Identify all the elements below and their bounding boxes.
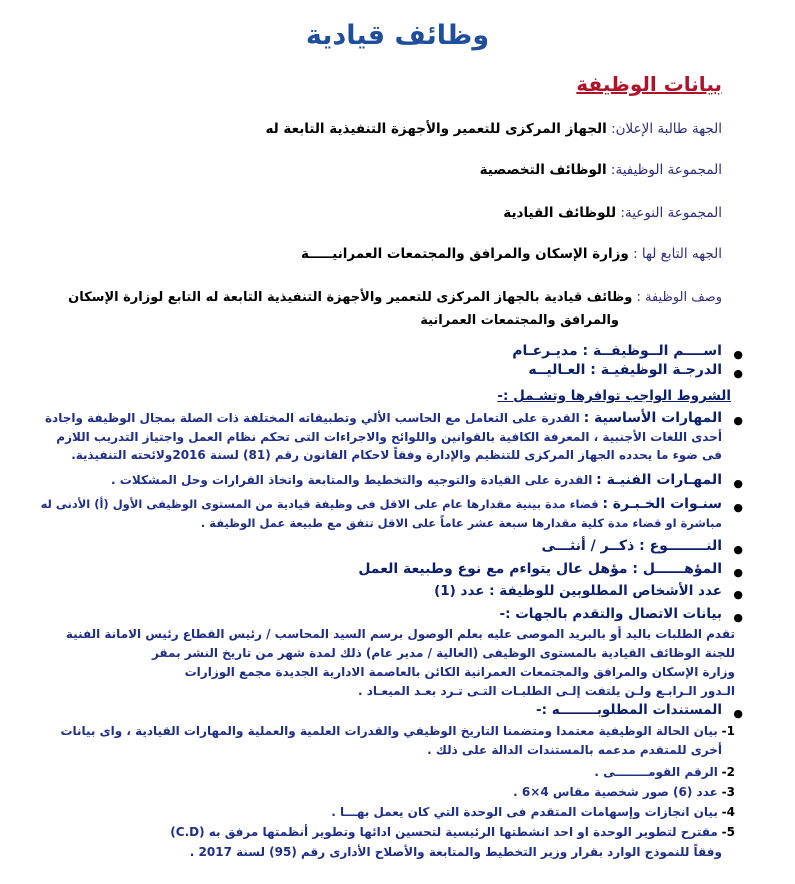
bullet-icon: ● [733, 367, 743, 380]
type-group-value: للوظائف القيادية [503, 205, 617, 221]
document-item-5-number: 5- [721, 825, 735, 839]
bullet-icon: ● [733, 414, 743, 427]
document-item-1 [60, 724, 735, 738]
document-item-4 [331, 805, 735, 819]
bullet-icon: ● [733, 501, 743, 514]
skills-row [45, 410, 722, 426]
document-item-4-number: 4- [721, 805, 735, 819]
section-title: بيانات الوظيفة [576, 72, 722, 96]
document-item-3 [513, 785, 735, 799]
document-item-5-line-1: مقترح لتطوير الوحدة او احد انشطتها الرئيسية لتحسين ادائها وتطوير أنظمتها مرفق به (C.D) [170, 825, 718, 839]
job-grade: الدرجـة الوظيفيـة : العـاليــه [528, 362, 722, 378]
type-group-label: المجموعة النوعية: [620, 205, 722, 221]
affiliation-row [301, 246, 722, 262]
technical-row [111, 472, 722, 488]
contact-line-2: للجنة الوظائف القيادية بالمستوى الوظيفى (العالية / مدير عام) ذلك لمدة شهر من تاريخ النشر بمقر [151, 646, 735, 660]
qualification: المؤهــــــل : مؤهل عال يتواءم مع نوع وطبيعة العمل [358, 561, 722, 577]
documents-heading: المستندات المطلوبــــــــه :- [536, 702, 722, 718]
document-item-2-text: الرقم القومــــــــى . [594, 765, 718, 779]
document-item-2 [594, 765, 735, 779]
document-item-2-number: 2- [721, 765, 735, 779]
document-item-1-line-1: بيان الحالة الوظيفية معتمدا ومتضمنا التاريخ الوظيفي والقدرات العلمية والعملية والمهارات القيادية ، واى بيانات [60, 724, 718, 738]
bullet-icon: ● [733, 566, 743, 579]
bullet-icon: ● [733, 611, 743, 624]
gender: النــــــــوع : ذكــر / أنثـــى [541, 538, 722, 554]
document-item-3-text: عدد (6) صور شخصية مقاس 4×6 . [513, 785, 718, 799]
technical-value: القدرة على القيادة والتوجيه والتخطيط والمتابعة واتخاذ القرارات وحل المشكلات . [111, 473, 593, 487]
agency-label: الجهة طالبة الإعلان: [611, 121, 722, 137]
job-group-row [480, 162, 722, 178]
contact-line-4: الـدور الـرابـع ولـن يلتفت إلـى الطلبـات التـى تـرد بعـد الميعـاد . [357, 684, 735, 698]
document-item-3-number: 3- [721, 785, 735, 799]
job-group-value: الوظائف التخصصية [479, 162, 607, 178]
skills-label: المهارات الأساسية : [583, 410, 722, 426]
skills-line-1: القدرة على التعامل مع الحاسب الألي وتطبيقاته المختلفة ذات الصلة بمجال الوظيفة واجادة [44, 411, 580, 425]
document-item-1-line-2: أخرى للمتقدم مدعمه بالمستندات الدالة على ذلك . [427, 743, 722, 757]
required-count: عدد الأشخاص المطلوبين للوظيفة : عدد (1) [434, 583, 722, 599]
bullet-icon: ● [733, 707, 743, 720]
requirements-heading: الشروط الواجب توافرها وتشـمل :- [497, 388, 731, 404]
document-item-4-text: بيان انجازات وإسهامات المتقدم فى الوحدة التي كان يعمل بهـــا . [331, 805, 718, 819]
description-row [68, 290, 722, 305]
skills-line-2: أحدى اللغات الأجنبية ، المعرفة الكافية بالقوانين واللوائح والاجراءات التى تحكم نظام العمل واجتياز التدريب اللازم [56, 430, 722, 444]
bullet-icon: ● [733, 477, 743, 490]
document-item-1-number: 1- [721, 724, 735, 738]
agency-row [265, 121, 722, 137]
technical-label: المهـارات الفنيـة : [596, 472, 722, 488]
bullet-icon: ● [733, 348, 743, 361]
skills-line-3: فى ضوء ما يحدده الجهاز المركزى للتنظيم والإدارة وفقاً لاحكام القانون رقم (81) لسنة 2016ولائحته التنفيذية. [71, 448, 722, 462]
page-title: وظائف قيادية [305, 20, 490, 51]
bullet-icon: ● [733, 588, 743, 601]
affiliation-label: الجهه التابع لها : [633, 246, 722, 262]
experience-row [41, 496, 722, 512]
document-item-5-line-2: وفقاً للنموذج الوارد بقرار وزير التخطيط والمتابعة والأصلاح الأدارى رقم (95) لسنة 2017 . [189, 845, 722, 859]
experience-label: سنـوات الخـبـرة : [602, 496, 722, 512]
affiliation-value: وزارة الإسكان والمرافق والمجتمعات العمرانيـــــة [300, 246, 629, 262]
experience-line-1: قضاء مدة بينية مقدارها عام على الاقل فى وظيفة قيادية من المستوى الوظيفى الأول (أ) الأدنى له [40, 497, 599, 511]
bullet-icon: ● [733, 543, 743, 556]
job-group-label: المجموعة الوظيفية: [610, 162, 722, 178]
job-name: اســــم الــوظيفــة : مديـرعـام [512, 343, 722, 359]
contact-heading: بيانات الاتصال والتقدم بالجهات :- [499, 606, 722, 622]
contact-line-3: وزارة الإسكان والمرافق والمجتمعات العمرانية الكائن بالعاصمة الادارية الجديدة مجمع الوزارات [184, 665, 735, 679]
agency-value: الجهاز المركزى للتعمير والأجهزة التنفيذية التابعة له [265, 121, 607, 137]
description-line-2: والمرافق والمجتمعات العمرانية [420, 313, 619, 328]
type-group-row [503, 205, 722, 221]
description-line-1: وظائف قيادية بالجهاز المركزى للتعمير والأجهزة التنفيذية التابعة له التابع لوزارة الإسكان [68, 290, 633, 305]
experience-line-2: مباشرة او قضاء مدة كلية مقدارها سبعة عشر عاماً على الاقل تتفق مع طبيعة عمل الوظيفة . [200, 516, 722, 530]
description-label: وصف الوظيفة : [636, 290, 722, 305]
contact-line-1: تقدم الطلبات باليد أو بالبريد الموصى عليه بعلم الوصول برسم السيد المحاسب / رئيس القطاع رئيس الامانة الفنية [65, 627, 735, 641]
document-item-5 [170, 825, 735, 839]
